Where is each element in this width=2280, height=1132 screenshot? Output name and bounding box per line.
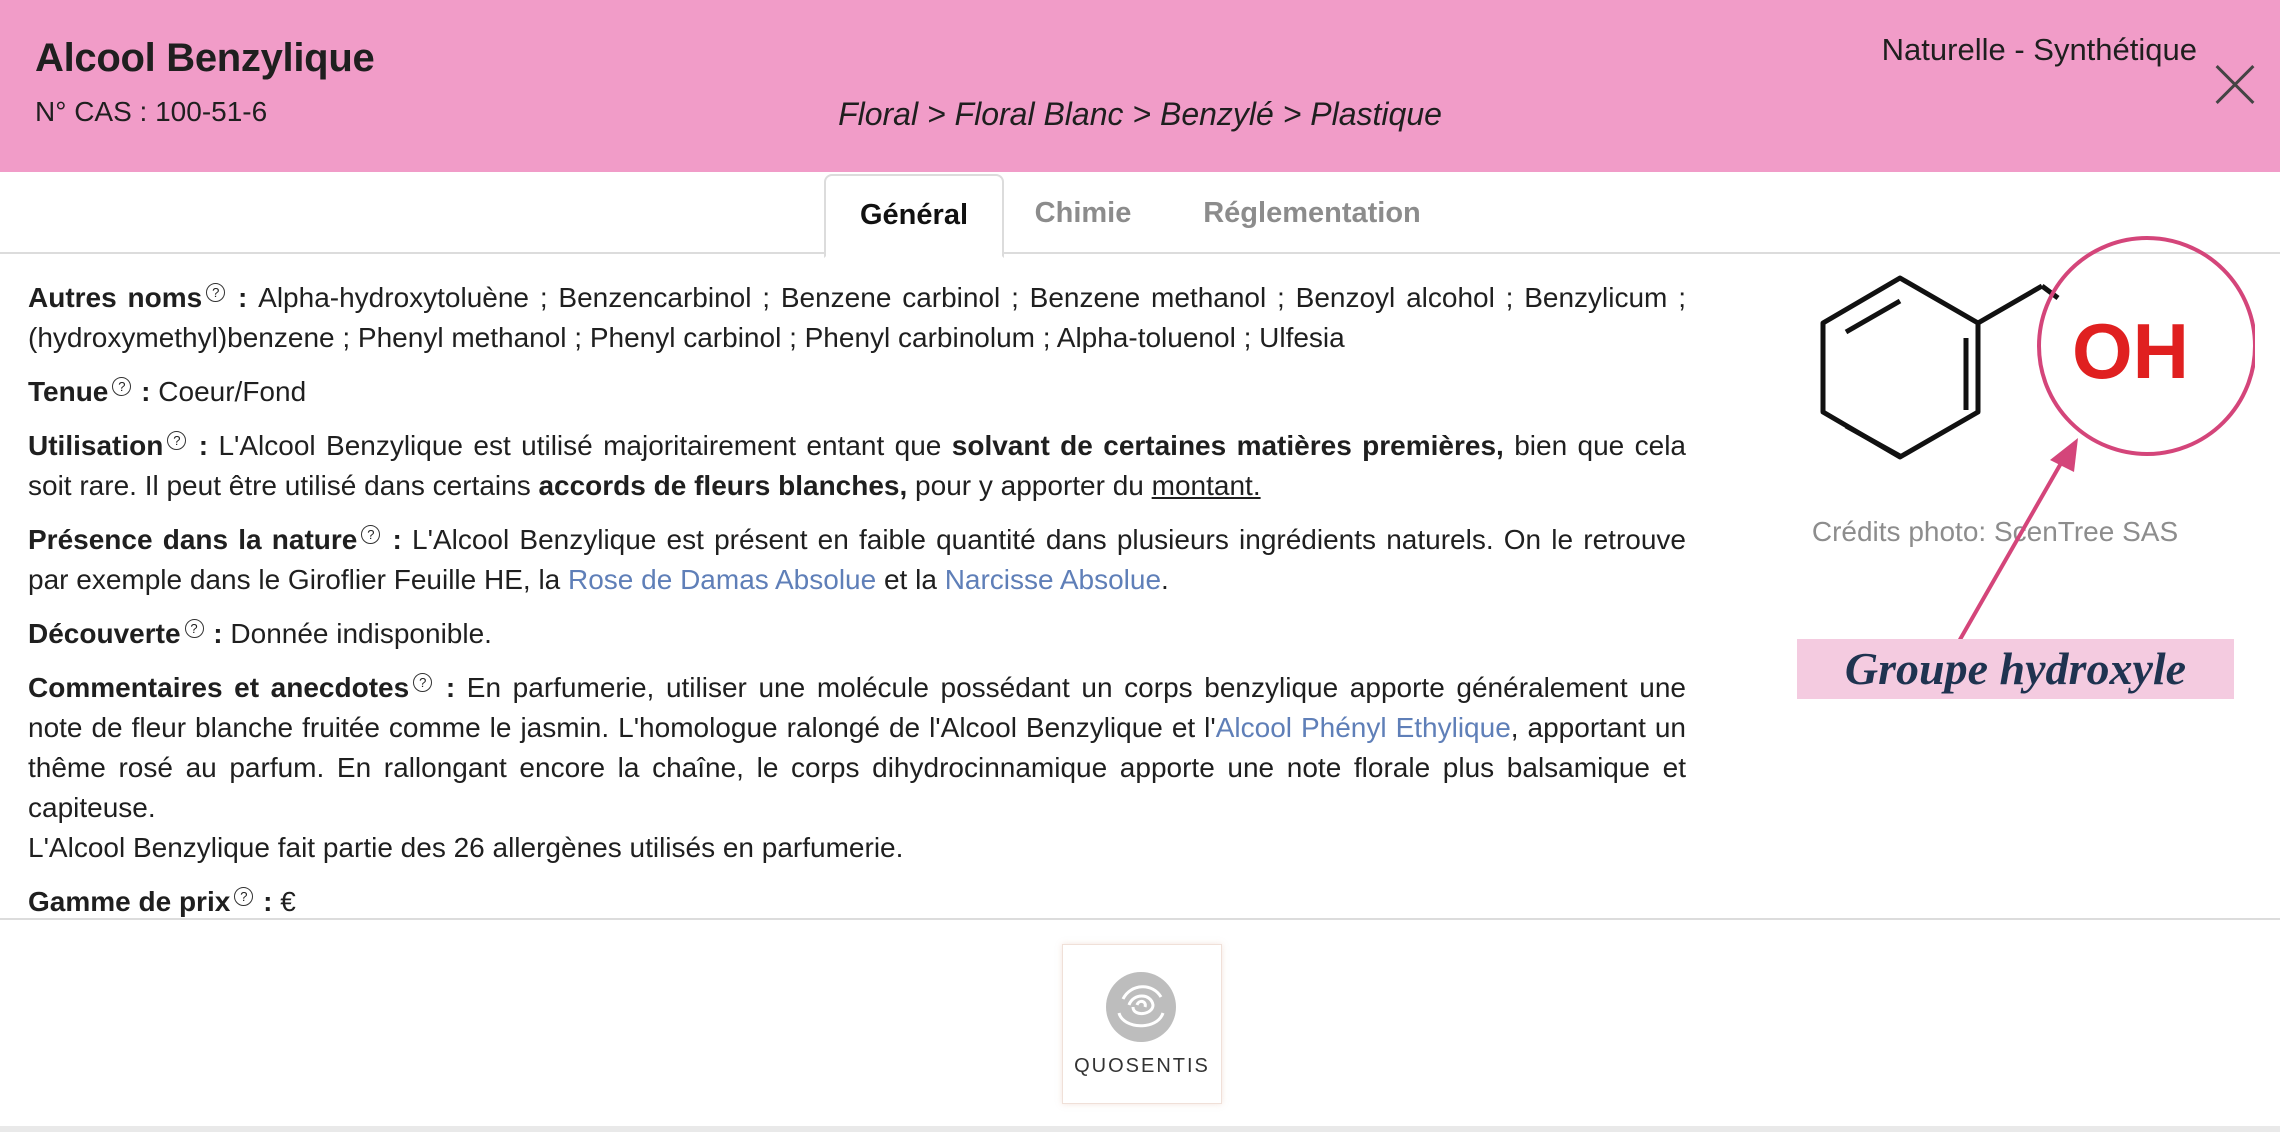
modal-header	[0, 0, 2280, 172]
logo-text: QUOSENTIS	[1074, 1055, 1210, 1077]
other-names-value: Alpha-hydroxytoluène ; Benzencarbinol ; Benzene carbinol ; Benzene methanol ; Benzoyl alcohol ; Benzylicum ; (hydroxymethyl)benzene ; Phenyl methanol ; Phenyl carbinol ; Phenyl carbinolum ; Alpha-toluenol ; Ulfesia	[28, 282, 1686, 353]
bottom-edge	[0, 1126, 2280, 1132]
tenue-value: Coeur/Fond	[158, 376, 307, 407]
decouverte-value: Donnée indisponible.	[230, 618, 492, 649]
utilisation-bold: accords de fleurs blanches,	[538, 470, 908, 501]
tab-reglementation[interactable]: Réglementation	[1203, 197, 1421, 229]
cas-number: N° CAS : 100-51-6	[35, 96, 268, 127]
decouverte-row: Découverte ? : Donnée indisponible.	[28, 618, 492, 649]
commentaires-label: Commentaires et anecdotes	[28, 672, 410, 703]
help-icon[interactable]: ?	[413, 673, 432, 692]
tab-general[interactable]: Général	[824, 174, 1004, 258]
allergen-note: L'Alcool Benzylique fait partie des 26 allergènes utilisés en parfumerie.	[28, 832, 904, 863]
quosentis-logo[interactable]	[1062, 944, 1222, 1104]
decouverte-label: Découverte	[28, 618, 181, 649]
hydroxyl-callout: Groupe hydroxyle	[1797, 639, 2234, 699]
presence-text: .	[1161, 564, 1169, 595]
other-names-row: Autres noms ? : Alpha-hydroxytoluène ; Benzencarbinol ; Benzene carbinol ; Benzene methanol ; Benzoyl alcohol ; Benzylicum ; (hydroxymethyl)benzene ; Phenyl methanol ; Phenyl carbinol ; Phenyl carbinolum ; Alpha-toluenol ; Ulfesia	[28, 282, 1686, 353]
help-icon[interactable]: ?	[361, 525, 380, 544]
tab-chimie[interactable]: Chimie	[1034, 197, 1132, 229]
molecule-structure-image	[1810, 230, 2255, 470]
rose-de-damas-link[interactable]: Rose de Damas Absolue	[568, 564, 877, 595]
callout-arrow-icon	[1950, 438, 2090, 648]
help-icon[interactable]: ?	[185, 619, 204, 638]
utilisation-bold: solvant de certaines matières premières,	[951, 430, 1504, 461]
presence-text: et la	[876, 564, 945, 595]
utilisation-text: bien que cela soit rare. Il peut être utilisé dans certains	[28, 430, 1686, 501]
utilisation-text: L'Alcool Benzylique est utilisé majoritairement entant que	[218, 430, 952, 461]
commentaires-text: En parfumerie, utiliser une molécule possédant un corps benzylique apporte généralement une note de fleur blanche fruitée comme le jasmin. L'homologue ralongé de l'Alcool Benzylique et l'	[28, 672, 1686, 743]
general-content	[28, 278, 1686, 918]
help-icon[interactable]: ?	[167, 431, 186, 450]
utilisation-row: Utilisation ? : L'Alcool Benzylique est utilisé majoritairement entant que solvant de certaines matières premières, bien que cela soit rare. Il peut être utilisé dans certains accords de fleurs blanches, pour y apporter du montant.	[28, 430, 1686, 501]
alcool-phenyl-ethylique-link[interactable]: Alcool Phényl Ethylique	[1215, 712, 1511, 743]
presence-label: Présence dans la nature	[28, 524, 358, 555]
olfactive-family-breadcrumb: Floral > Floral Blanc > Benzylé > Plastique	[838, 96, 1442, 132]
oh-label: OH	[2072, 307, 2189, 395]
presence-row: Présence dans la nature ? : L'Alcool Benzylique est présent en faible quantité dans plusieurs ingrédients naturels. On le retrouve par exemple dans le Giroflier Feuille HE, la Rose de Damas Absolue et la Narcisse Absolue.	[28, 524, 1686, 595]
rose-logo-icon	[1103, 969, 1179, 1045]
origin-badge: Naturelle - Synthétique	[1881, 32, 2197, 67]
close-icon[interactable]	[2212, 62, 2258, 108]
narcisse-link[interactable]: Narcisse Absolue	[944, 564, 1162, 595]
tenue-label: Tenue	[28, 376, 109, 407]
presence-text: L'Alcool Benzylique est présent en faible quantité dans plusieurs ingrédients naturels. On le retrouve par exemple dans le Giroflier Feuille HE, la	[28, 524, 1686, 595]
prix-value: €	[280, 886, 296, 917]
footer-divider	[0, 918, 2280, 920]
utilisation-label: Utilisation	[28, 430, 164, 461]
help-icon[interactable]: ?	[234, 887, 253, 906]
other-names-label: Autres noms	[28, 282, 203, 313]
commentaires-text: , apportant un thême rosé au parfum. En rallongant encore la chaîne, le corps dihydrocinnamique apporte une note florale plus balsamique et capiteuse.	[28, 712, 1686, 823]
tenue-row: Tenue ? : Coeur/Fond	[28, 376, 307, 407]
prix-label: Gamme de prix	[28, 886, 231, 917]
photo-credits: Crédits photo: ScenTree SAS	[1811, 516, 2179, 547]
montant-link[interactable]: montant.	[1151, 470, 1261, 501]
help-icon[interactable]: ?	[206, 283, 225, 302]
page-title: Alcool Benzylique	[35, 36, 375, 80]
help-icon[interactable]: ?	[112, 377, 131, 396]
prix-row: Gamme de prix ? : €	[28, 886, 296, 917]
utilisation-text: pour y apporter du	[907, 470, 1152, 501]
commentaires-row: Commentaires et anecdotes ? : En parfumerie, utiliser une molécule possédant un corps benzylique apporte généralement une note de fleur blanche fruitée comme le jasmin. L'homologue ralongé de l'Alcool Benzylique et l'Alcool Phényl Ethylique, apportant un thême rosé au parfum. En rallongant encore la chaîne, le corps dihydrocinnamique apporte une note florale plus balsamique et capiteuse. L'Alcool Benzylique fait partie des 26 allergènes utilisés en parfumerie.	[28, 672, 1686, 863]
